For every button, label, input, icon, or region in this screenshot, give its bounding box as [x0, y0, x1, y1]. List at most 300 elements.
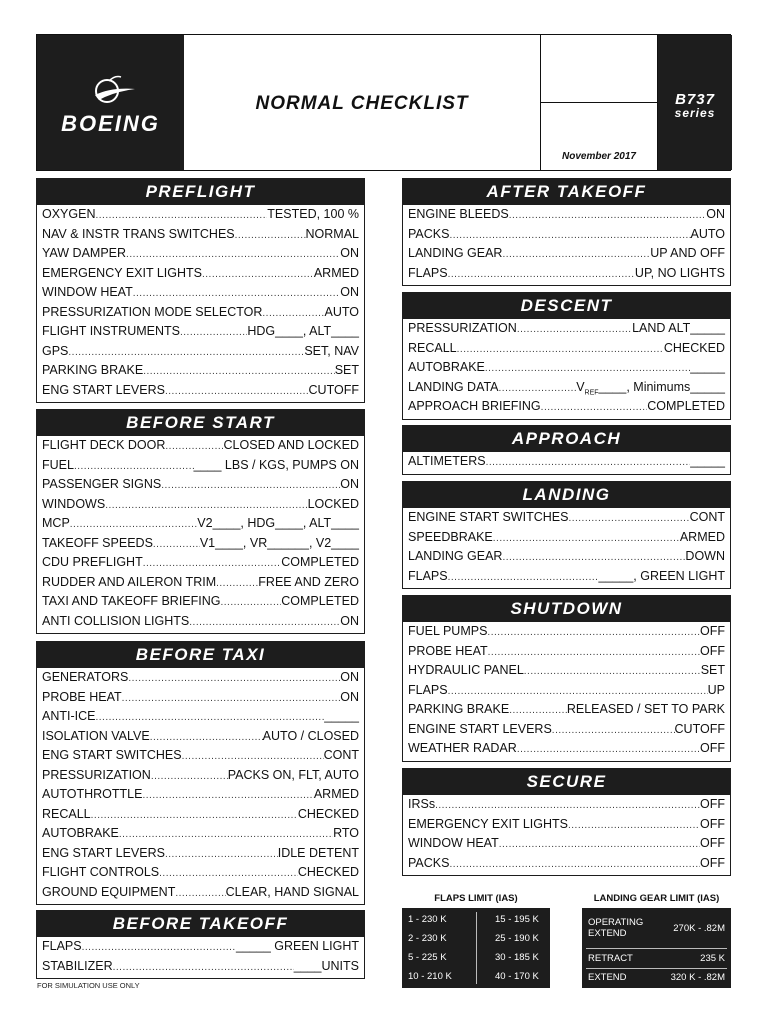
checklist-row	[42, 865, 359, 885]
checklist-row	[408, 227, 725, 247]
checklist-row	[42, 363, 359, 383]
checklist-item-label: PRESSURIZATION MODE SELECTOR	[42, 304, 263, 319]
gear-operating-value: 270K - .82M	[673, 922, 725, 934]
leader-dots	[143, 558, 282, 569]
checklist-item-value: COMPLETED	[281, 555, 359, 569]
checklist-items	[403, 452, 730, 474]
leader-dots	[262, 308, 324, 319]
leader-dots	[502, 552, 685, 563]
leader-dots	[70, 519, 198, 530]
table-separator	[586, 948, 727, 949]
checklist-item-value: LAND ALT_____	[632, 321, 725, 335]
checklist-item-label: PACKS	[408, 855, 450, 870]
leader-dots	[486, 457, 691, 468]
gear-retract-row	[588, 953, 725, 964]
leader-dots	[487, 627, 700, 638]
checklist-row	[42, 826, 359, 846]
flaps-limit-cell: 10 - 210 K	[408, 971, 452, 982]
checklist-item-value: OFF	[700, 836, 725, 850]
table-divider	[476, 912, 477, 984]
checklist-item-value: PACKS ON, FLT, AUTO	[227, 767, 359, 782]
gear-limit-title: LANDING GEAR LIMIT (IAS)	[593, 893, 720, 904]
checklist-row	[408, 360, 725, 380]
checklist-item-label: ENG START LEVERS	[42, 845, 165, 860]
leader-dots	[142, 790, 313, 801]
checklist-row	[42, 959, 359, 979]
flaps-limit-title: FLAPS LIMIT (IAS)	[434, 893, 518, 904]
checklist-row	[408, 644, 725, 664]
leader-dots	[509, 705, 567, 716]
checklist-item-value: UP	[707, 682, 725, 697]
section-title: PREFLIGHT	[37, 179, 364, 205]
leader-dots	[82, 942, 236, 953]
checklist-item-label: ANTI-ICE	[42, 709, 96, 723]
checklist-item-label: WINDOWS	[42, 496, 106, 511]
leader-dots	[161, 480, 340, 491]
section-preflight	[36, 178, 365, 403]
checklist-item-label: LANDING DATA	[408, 379, 499, 394]
leader-dots	[119, 829, 333, 840]
leader-dots	[133, 288, 341, 299]
leader-dots	[128, 673, 340, 684]
checklist-item-value: OFF	[700, 741, 725, 755]
leader-dots	[435, 800, 700, 811]
checklist-item-value: DOWN	[685, 549, 725, 563]
checklist-item-label: RECALL	[42, 806, 91, 821]
checklist-item-label: LANDING GEAR	[408, 549, 503, 563]
checklist-item-value	[576, 380, 725, 397]
checklist-row	[42, 497, 359, 517]
section-approach	[402, 425, 731, 475]
checklist-item-value: FREE AND ZERO	[258, 574, 359, 589]
section-title: APPROACH	[403, 426, 730, 452]
checklist-item-value: SET	[334, 363, 359, 377]
checklist-item-value: CUTOFF	[308, 382, 359, 397]
section-secure	[402, 768, 731, 876]
checklist-item-label: FLAPS	[408, 568, 448, 583]
checklist-item-label: WINDOW HEAT	[408, 836, 499, 850]
flaps-limit-cell: 25 - 190 K	[495, 933, 539, 944]
section-before-start	[36, 409, 365, 634]
checklist-item-label: PARKING BRAKE	[42, 363, 144, 377]
leader-dots	[509, 210, 707, 221]
gear-extend-value: 320 K - .82M	[670, 972, 725, 983]
checklist-item-value: COMPLETED	[281, 594, 359, 608]
checklist-row	[408, 454, 725, 474]
leader-dots	[499, 383, 577, 394]
checklist-item-label: LANDING GEAR	[408, 246, 503, 260]
checklist-item-value: ON	[340, 246, 359, 260]
checklist-items	[403, 319, 730, 419]
checklist-row	[42, 324, 359, 344]
leader-dots	[105, 500, 307, 511]
leader-dots	[216, 578, 258, 589]
checklist-item-value: ON	[340, 670, 359, 684]
checklist-items	[37, 205, 364, 402]
checklist-item-value: ON	[340, 689, 359, 704]
checklist-item-value: COMPLETED	[647, 399, 725, 413]
checklist-item-value: IDLE DETENT	[277, 845, 359, 860]
leader-dots	[96, 210, 268, 221]
checklist-row	[42, 305, 359, 325]
checklist-item-label: EMERGENCY EXIT LIGHTS	[408, 816, 568, 831]
checklist-item-label: AUTOBRAKE	[408, 360, 485, 374]
checklist-item-label: ENGINE START LEVERS	[408, 721, 552, 736]
checklist-row	[42, 670, 359, 690]
checklist-row	[42, 729, 359, 749]
checklist-row	[42, 885, 359, 905]
revision-date: November 2017	[562, 151, 636, 162]
checklist-item-value: AUTO	[690, 226, 725, 241]
checklist-item-value: OFF	[700, 643, 725, 658]
checklist-item-value: SET	[700, 663, 725, 677]
checklist-item-label: PACKS	[408, 226, 450, 241]
checklist-row	[408, 702, 725, 722]
flaps-limit-cell: 15 - 195 K	[495, 914, 539, 925]
leader-dots	[524, 666, 701, 677]
checklist-item-value: RELEASED / SET TO PARK	[566, 702, 725, 716]
checklist-item-label: RECALL	[408, 340, 457, 355]
title-cell	[184, 35, 541, 170]
checklist-item-label: STABILIZER	[42, 958, 113, 973]
leader-dots	[517, 324, 632, 335]
checklist-row	[408, 530, 725, 550]
checklist-item-value: UP AND OFF	[650, 246, 725, 260]
checklist-item-label: PROBE HEAT	[408, 643, 488, 658]
checklist-item-value: RTO	[333, 826, 359, 840]
checklist-row	[42, 748, 359, 768]
gear-operating-row	[588, 917, 725, 939]
checklist-item-label: ENG START SWITCHES	[42, 748, 182, 762]
checklist-row	[408, 510, 725, 530]
table-separator	[586, 968, 727, 969]
leader-dots	[488, 647, 700, 658]
checklist-row	[408, 741, 725, 761]
checklist-item-label: GENERATORS	[42, 670, 129, 684]
leader-dots	[182, 751, 324, 762]
gear-extend-row	[588, 972, 725, 983]
checklist-item-label: FLAPS	[42, 939, 82, 953]
checklist-item-label: WINDOW HEAT	[42, 285, 133, 299]
checklist-item-label: HYDRAULIC PANEL	[408, 663, 524, 677]
leader-dots	[449, 859, 700, 870]
checklist-item-label: PARKING BRAKE	[408, 702, 510, 716]
section-title: BEFORE TAKEOFF	[37, 911, 364, 937]
series-cell	[657, 35, 732, 170]
flaps-limit-cell: 5 - 225 K	[408, 952, 447, 963]
checklist-item-label: AUTOTHROTTLE	[42, 787, 143, 801]
checklist-items	[403, 795, 730, 875]
checklist-item-label: YAW DAMPER	[42, 246, 127, 260]
checklist-item-value: _____	[690, 360, 725, 374]
boeing-symbol-icon	[91, 73, 137, 109]
checklist-row	[42, 227, 359, 247]
leader-dots	[448, 572, 599, 583]
footnote: FOR SIMULATION USE ONLY	[37, 981, 140, 990]
leader-dots	[493, 533, 680, 544]
checklist-row	[42, 516, 359, 536]
gear-extend-label: EXTEND	[588, 972, 627, 983]
checklist-item-value: CHECKED	[663, 340, 725, 355]
leader-dots	[113, 962, 294, 973]
checklist-row	[42, 807, 359, 827]
leader-dots	[502, 249, 650, 260]
leader-dots	[552, 725, 675, 736]
section-descent	[402, 292, 731, 420]
checklist-row	[42, 266, 359, 286]
leader-dots	[235, 230, 306, 241]
checklist-row	[42, 458, 359, 478]
checklist-row	[42, 536, 359, 556]
checklist-item-label: OXYGEN	[42, 207, 96, 221]
page-title: NORMAL CHECKLIST	[255, 93, 469, 114]
leader-dots	[499, 839, 700, 850]
checklist-item-value: _____	[690, 454, 725, 468]
flaps-limit-cell: 1 - 230 K	[408, 914, 447, 925]
leader-dots	[517, 744, 700, 755]
checklist-row	[408, 341, 725, 361]
checklist-item-value: CONT	[689, 510, 725, 524]
checklist-row	[42, 575, 359, 595]
leader-dots	[568, 513, 689, 524]
section-before-taxi	[36, 641, 365, 905]
leader-dots	[202, 269, 314, 280]
checklist-row	[408, 624, 725, 644]
checklist-item-value: SET, NAV	[304, 343, 359, 358]
checklist-item-value: CHECKED	[297, 806, 359, 821]
checklist-item-label: ALTIMETERS	[408, 454, 486, 468]
section-title: BEFORE TAXI	[37, 642, 364, 668]
checklist-item-label: GROUND EQUIPMENT	[42, 884, 176, 899]
value-suffix: ____, Minimums_____	[598, 379, 725, 394]
checklist-item-value: LOCKED	[307, 496, 359, 511]
checklist-item-value: ON	[340, 285, 359, 299]
leader-dots	[165, 386, 309, 397]
checklist-item-value: OFF	[700, 816, 725, 831]
section-title: LANDING	[403, 482, 730, 508]
checklist-item-label: TAXI AND TAKEOFF BRIEFING	[42, 594, 221, 608]
checklist-row	[408, 266, 725, 286]
leader-dots	[568, 820, 700, 831]
checklist-item-label: FLIGHT INSTRUMENTS	[42, 324, 180, 338]
leader-dots	[449, 230, 690, 241]
checklist-row	[408, 683, 725, 703]
leader-dots	[159, 868, 298, 879]
flaps-limit-cell: 2 - 230 K	[408, 933, 447, 944]
checklist-items	[403, 508, 730, 588]
checklist-item-value: V1____, VR______, V2____	[199, 535, 359, 550]
checklist-item-label: GPS	[42, 343, 69, 358]
leader-dots	[150, 732, 263, 743]
checklist-item-value: NORMAL	[305, 226, 359, 241]
checklist-row	[42, 594, 359, 614]
checklist-item-value: _____, GREEN LIGHT	[598, 568, 725, 583]
checklist-item-label: PRESSURIZATION	[408, 321, 517, 335]
section-before-takeoff	[36, 910, 365, 979]
section-shutdown	[402, 595, 731, 762]
checklist-row	[42, 285, 359, 305]
checklist-item-label: FLIGHT CONTROLS	[42, 865, 160, 879]
checklist-items	[403, 622, 730, 761]
checklist-item-value: V2____, HDG____, ALT____	[197, 516, 359, 530]
checklist-row	[408, 569, 725, 589]
checklist-row	[408, 836, 725, 856]
leader-dots	[91, 810, 298, 821]
checklist-row	[42, 846, 359, 866]
leader-dots	[143, 366, 335, 377]
leader-dots	[541, 402, 648, 413]
checklist-row	[42, 787, 359, 807]
section-title: DESCENT	[403, 293, 730, 319]
checklist-row	[42, 438, 359, 458]
checklist-items	[37, 436, 364, 633]
checklist-item-label: CDU PREFLIGHT	[42, 555, 143, 569]
leader-dots	[221, 597, 282, 608]
checklist-item-value: _____	[324, 709, 359, 723]
gear-retract-value: 235 K	[700, 953, 725, 964]
checklist-item-value: OFF	[700, 855, 725, 870]
checklist-item-label: ENGINE START SWITCHES	[408, 510, 569, 524]
checklist-item-value: ARMED	[679, 529, 725, 544]
checklist-item-value: AUTO	[324, 304, 359, 319]
checklist-item-label: PASSENGER SIGNS	[42, 477, 162, 491]
section-title: SECURE	[403, 769, 730, 795]
checklist-row	[408, 549, 725, 569]
checklist-item-label: ENGINE BLEEDS	[408, 207, 509, 221]
checklist-item-value: CONT	[323, 748, 359, 762]
flaps-limit-cell: 30 - 185 K	[495, 952, 539, 963]
checklist-item-label: EMERGENCY EXIT LIGHTS	[42, 265, 202, 280]
checklist-item-label: FLAPS	[408, 682, 448, 697]
checklist-row	[408, 856, 725, 876]
checklist-item-label: FUEL PUMPS	[408, 624, 488, 638]
gear-retract-label: RETRACT	[588, 953, 633, 964]
checklist-item-label: PROBE HEAT	[42, 689, 122, 704]
checklist-row	[42, 477, 359, 497]
checklist-item-value: ON	[340, 477, 359, 491]
checklist-item-value: ____ LBS / KGS, PUMPS ON	[193, 457, 359, 472]
flaps-limit-table	[402, 908, 550, 988]
checklist-item-value: OFF	[700, 624, 725, 638]
checklist-row	[42, 768, 359, 788]
checklist-item-label: NAV & INSTR TRANS SWITCHES	[42, 226, 235, 241]
checklist-item-value: CHECKED	[297, 865, 359, 879]
checklist-item-label: APPROACH BRIEFING	[408, 399, 541, 413]
checklist-item-label: TAKEOFF SPEEDS	[42, 535, 153, 550]
value-subscript: REF	[584, 389, 599, 396]
gear-operating-label-1: OPERATING	[588, 917, 644, 928]
checklist-row	[408, 246, 725, 266]
checklist-row	[408, 797, 725, 817]
leader-dots	[95, 712, 324, 723]
checklist-row	[42, 614, 359, 634]
section-title: BEFORE START	[37, 410, 364, 436]
checklist-item-value: UP, NO LIGHTS	[634, 265, 725, 280]
section-landing	[402, 481, 731, 589]
aircraft-model: B737	[675, 91, 715, 108]
checklist-row	[42, 709, 359, 729]
leader-dots	[180, 327, 247, 338]
checklist-item-value: TESTED, 100 %	[267, 207, 359, 221]
section-after-takeoff	[402, 178, 731, 286]
checklist-row	[42, 690, 359, 710]
aircraft-series: series	[674, 106, 716, 120]
checklist-row	[408, 817, 725, 837]
leader-dots	[485, 363, 690, 374]
checklist-row	[408, 722, 725, 742]
checklist-item-label: ENG START LEVERS	[42, 382, 165, 397]
checklist-row	[42, 939, 359, 959]
checklist-item-value: HDG____, ALT____	[247, 324, 359, 338]
checklist-header	[36, 34, 731, 171]
checklist-item-value: ____UNITS	[293, 958, 359, 973]
checklist-item-value: ARMED	[313, 265, 359, 280]
checklist-item-value: ON	[706, 207, 725, 221]
checklist-row	[42, 555, 359, 575]
brand-name: BOEING	[61, 111, 160, 136]
checklist-item-label: MCP	[42, 516, 70, 530]
value-prefix: V	[576, 379, 585, 394]
checklist-item-value: AUTO / CLOSED	[262, 728, 359, 743]
gear-limit-table	[582, 908, 731, 988]
checklist-item-label: FLAPS	[408, 265, 448, 280]
flaps-limit-cell: 40 - 170 K	[495, 971, 539, 982]
gear-operating-label-2: EXTEND	[588, 928, 627, 939]
checklist-item-label: FLIGHT DECK DOOR	[42, 438, 166, 452]
leader-dots	[153, 539, 200, 550]
leader-dots	[74, 461, 194, 472]
checklist-item-label: RUDDER AND AILERON TRIM	[42, 574, 217, 589]
leader-dots	[189, 617, 340, 628]
section-title: SHUTDOWN	[403, 596, 730, 622]
leader-dots	[151, 771, 228, 782]
checklist-item-value: CLOSED AND LOCKED	[223, 438, 359, 452]
checklist-row	[408, 663, 725, 683]
leader-dots	[448, 686, 708, 697]
checklist-item-label: AUTOBRAKE	[42, 826, 119, 840]
checklist-row	[408, 399, 725, 419]
blank-cell	[541, 35, 657, 103]
checklist-item-value: ARMED	[313, 787, 359, 801]
checklist-row	[42, 383, 359, 403]
leader-dots	[175, 888, 225, 899]
checklist-item-label: IRSs	[408, 797, 436, 811]
checklist-item-value: CUTOFF	[674, 721, 725, 736]
checklist-item-label: ISOLATION VALVE	[42, 728, 150, 743]
checklist-row	[408, 207, 725, 227]
leader-dots	[122, 693, 341, 704]
leader-dots	[126, 249, 340, 260]
checklist-item-value: OFF	[700, 797, 725, 811]
checklist-items	[37, 668, 364, 904]
checklist-item-label: WEATHER RADAR	[408, 741, 517, 755]
checklist-item-value: _____ GREEN LIGHT	[236, 939, 359, 953]
checklist-item-value: CLEAR, HAND SIGNAL	[225, 884, 359, 899]
checklist-item-label: ANTI COLLISION LIGHTS	[42, 613, 190, 628]
checklist-row	[42, 344, 359, 364]
section-title: AFTER TAKEOFF	[403, 179, 730, 205]
leader-dots	[448, 269, 635, 280]
leader-dots	[165, 441, 223, 452]
leader-dots	[165, 849, 278, 860]
checklist-items	[403, 205, 730, 285]
checklist-item-label: PRESSURIZATION	[42, 767, 151, 782]
leader-dots	[457, 344, 664, 355]
checklist-item-label: FUEL	[42, 457, 74, 472]
boeing-logo	[37, 35, 184, 170]
leader-dots	[68, 347, 304, 358]
checklist-row	[42, 207, 359, 227]
